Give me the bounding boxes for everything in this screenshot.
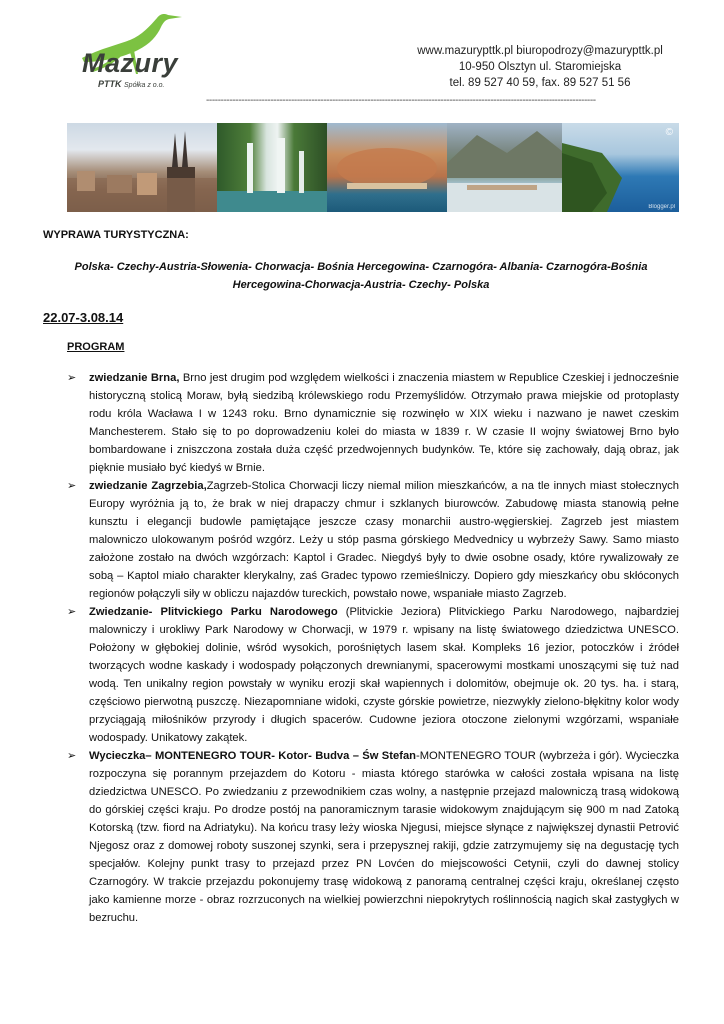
photo-adriatic-coast — [562, 123, 679, 212]
program-item-brno — [67, 369, 679, 477]
logo-sub-company: Spółka z o.o. — [124, 82, 165, 89]
route-line-2: Hercegowina-Chorwacja-Austria- Czechy- Polska — [232, 279, 490, 291]
item-text: (Plitvickie Jeziora) Plitvickiego Parku Narodowego, najbardziej malowniczy i urokliwy Park Narodowy w Chorwacji, w 1979 r. wpisany na listę światowego dziedzictwa UNESCO. Położony w głębokiej dolinie, wśród wysokich, porośniętych lasem skał. Kompleks 16 jezior, potoczków i źródeł tworzących wodne kaskady i wodospady połączonych drewnianymi, spacerowymi mostkami unoszącymi się tuż nad wodą. Ten unikalny region powstały w wyniku erozji skał wapiennych i dolomitów, obejmuje ok. 20 tys. ha. i starą, częściowo pierwotną puszczę. Niezapomniane widoki, czyste górskie powietrze, niezwykły zielono-błękitny kolor wody przyciągają miłośników przyrody i długich spacerów. Cudowne jeziora otoczone zielonymi wzgórzami, wspaniałe wodospady. Unikatowy zakątek. — [89, 606, 679, 744]
bullet-arrow-icon: ➢ — [67, 480, 77, 492]
item-title: Wycieczka– MONTENEGRO TOUR- Kotor- Budva – Św Stefan — [89, 750, 416, 762]
contact-address: 10-950 Olsztyn ul. Staromiejska — [458, 61, 622, 73]
photo-brno-city — [67, 123, 217, 212]
route-line-1: Polska- Czechy-Austria-Słowenia- Chorwacja- Bośnia Hercegowina- Czarnogóra- Albania- Czarnogóra-Bośnia — [74, 261, 648, 273]
program-item-zagreb — [67, 477, 679, 603]
trip-dates: 22.07-3.08.14 — [43, 310, 124, 325]
item-title: zwiedzanie Zagrzebia, — [89, 480, 207, 492]
program-label: PROGRAM — [67, 341, 125, 353]
item-text: Brno jest drugim pod względem wielkości i znaczenia miastem w Republice Czeskiej i jednocześnie historyczną stolicą Moraw, byłą siedzibą królewskiego rodu Przemyślidów. Otrzymało prawa miejskie od protoplasty rodu króla Wacława I w 1243 roku. Brno dynamicznie się rozwinęło w XIX wieku i nazwano je nawet czeskim Manchesterem. Stało się to po doprowadzeniu kolei do miasta w 1839 r. W czasie II wojny światowej Brno było bombardowane i zniszczona została duża część przedwojennych budynków. Te, które się zachowały, dają obraz, jak pięknie musiało być kiedyś w Brnie. — [89, 372, 679, 474]
program-item-plitvice — [67, 603, 679, 747]
contact-phone: tel. 89 527 40 59, fax. 89 527 51 56 — [449, 77, 631, 89]
bullet-arrow-icon: ➢ — [67, 372, 77, 384]
item-text: Zagrzeb-Stolica Chorwacji liczy niemal milion mieszkańców, a na tle innych miast stołecznych Europy wyróżnia ją to, że brak w niej drapaczy chmur i szklanych biurowców. Zabudowę miasta stanowią pełne kunsztu i elegancji budowle pamiętające jeszcze czasy monarchii austro-węgierskiej. Zagrzeb jest miastem malowniczo ulokowanym pośród wzgórz. Leży u stóp pasma górskiego Medvednicy u wybrzeży Sawy. Samo miasto założone zostało na dwóch wzgórzach: Kaptol i Gradec. Niegdyś były to dwie osobne osady, które rywalizowały ze sobą – Kaptol miało charakter klerykalny, zaś Gradec typowo rzemieślniczy. Dopiero gdy mieszkańcy obu skłóconych regionów połączyli siły w obliczu najazdów tureckich, powstało nowe, wspaniałe miasto Zagrzeb. — [89, 480, 679, 600]
item-text: -MONTENEGRO TOUR (wybrzeża i gór). Wycieczka rozpoczyna się porannym przejazdem do Kotoru - miasta którego starówka w całości została wpisana na listę dziedzictwa UNESCO. Po zwiedzaniu z przewodnikiem czas wolny, a następnie przejazd malowniczą trasą widokową do górskiej części kraju. Po drodze postój na panoramicznym tarasie widokowym znajdującym się 900 m nad Zatoką Kotorską (tzw. fiord na Adriatyku). Na końcu trasy leży wioska Njegusi, miejsce słynące z największej dynastii Petrović Njegosz oraz z domowej roboty suszonej szynki, sera i przepysznej rakiji, gdzie zatrzymujemy się na degustację tych specjałów. Kolejny punkt trasy to przejazd przez PN Lovćen do miejscowości Cetynii, czyli do dawnej stolicy Czarnogóry. W trakcie przejazdu pokonujemy trasę widokową z panoramą centralnej części kraju, określanej często jako kamienne morze - obraz rozrzuconych na wielkiej powierzchni niepokrytych roślinnością nagich skał zastygłych w bezruchu. — [89, 750, 679, 924]
photo-kotor-bay — [447, 123, 562, 212]
bullet-arrow-icon: ➢ — [67, 750, 77, 762]
logo-subtitle — [98, 79, 164, 89]
contact-web-email: www.mazurypttk.pl biuropodrozy@mazurypttk.pl — [417, 45, 663, 57]
item-title: zwiedzanie Brna, — [89, 372, 180, 384]
photo-banner — [67, 123, 679, 212]
bullet-arrow-icon: ➢ — [67, 606, 77, 618]
trip-route — [55, 258, 667, 294]
trip-heading: WYPRAWA TURYSTYCZNA: — [43, 229, 189, 241]
logo-sub-pttk: PTTK — [98, 79, 122, 89]
logo-brand-text: Mazury — [82, 48, 179, 78]
photo-watermark: Blogger.pl — [648, 204, 675, 210]
header-divider: ------------------------------------------------------------------------------------------------------------------------------------- — [206, 95, 596, 106]
program-list — [67, 369, 679, 927]
program-item-montenegro — [67, 747, 679, 927]
item-title: Zwiedzanie- Plitvickiego Parku Narodowego — [89, 606, 338, 618]
photo-plitvice-waterfall — [217, 123, 327, 212]
copyright-mark: © — [665, 127, 673, 138]
photo-dubrovnik-old-town — [327, 123, 447, 212]
contact-block — [370, 43, 710, 91]
